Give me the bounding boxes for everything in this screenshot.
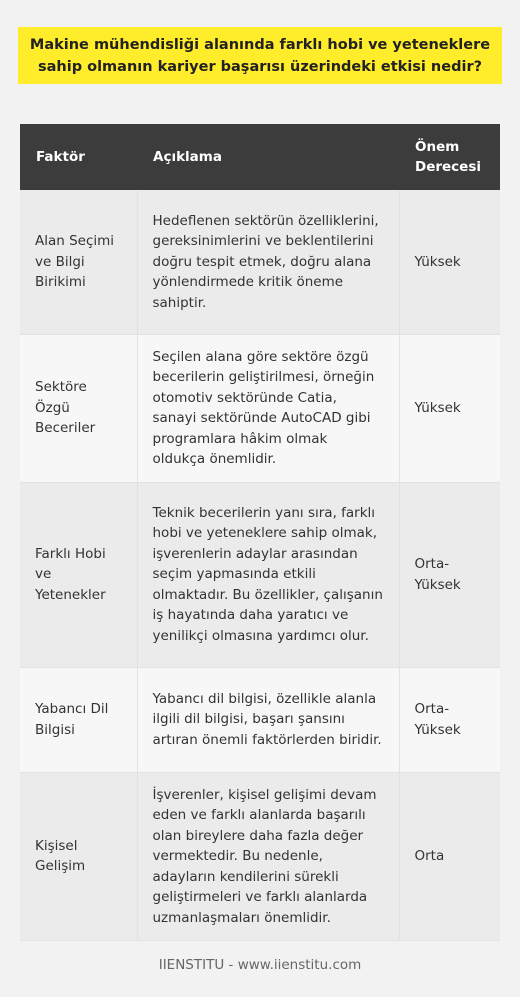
header-description: Açıklama [137,124,399,190]
page-title [18,27,502,84]
description-cell: İşverenler, kişisel gelişimi devam eden ve farklı alanlarda başarılı olan bireylere daha fazla değer vermektedir. Bu nedenle, adayların kendilerini sürekli geliştirmeleri ve farklı alanlarda uzmanlaşmaları önemlidir. [137,772,399,941]
table-header-row [20,124,500,190]
table-row [20,190,500,334]
description-cell: Yabancı dil bilgisi, özellikle alanla ilgili dil bilgisi, başarı şansını artıran önemli faktörlerden biridir. [137,667,399,772]
description-cell: Teknik becerilerin yanı sıra, farklı hobi ve yeteneklere sahip olmak, işverenlerin adaylar arasından seçim yapmasında etkili olmaktadır. Bu özellikler, çalışanın iş hayatında daha yaratıcı ve yenilikçi olmasına yardımcı olur. [137,482,399,667]
factors-table [20,124,500,941]
factor-cell: Kişisel Gelişim [20,772,137,941]
importance-cell: Yüksek [399,190,500,334]
table-row [20,772,500,941]
table-row [20,482,500,667]
description-cell: Seçilen alana göre sektöre özgü becerilerin geliştirilmesi, örneğin otomotiv sektöründe Catia, sanayi sektöründe AutoCAD gibi programlara hâkim olmak oldukça önemlidir. [137,334,399,482]
importance-cell: Orta-Yüksek [399,482,500,667]
page-title-text: Makine mühendisliği alanında farklı hobi ve yeteneklere sahip olmanın kariyer başarısı üzerindeki etkisi nedir? [29,36,491,75]
footer-credit: IIENSTITU - www.iienstitu.com [158,957,362,973]
importance-cell: Orta-Yüksek [399,667,500,772]
factor-cell: Sektöre Özgü Beceriler [20,334,137,482]
table-row [20,667,500,772]
table-row [20,334,500,482]
importance-cell: Yüksek [399,334,500,482]
header-importance: Önem Derecesi [399,124,500,190]
importance-cell: Orta [399,772,500,941]
factor-cell: Alan Seçimi ve Bilgi Birikimi [20,190,137,334]
description-cell: Hedeflenen sektörün özelliklerini, gereksinimlerini ve beklentilerini doğru tespit etmek, doğru alana yönlendirmede kritik öneme sahiptir. [137,190,399,334]
header-factor: Faktör [20,124,137,190]
factor-cell: Farklı Hobi ve Yetenekler [20,482,137,667]
factor-cell: Yabancı Dil Bilgisi [20,667,137,772]
